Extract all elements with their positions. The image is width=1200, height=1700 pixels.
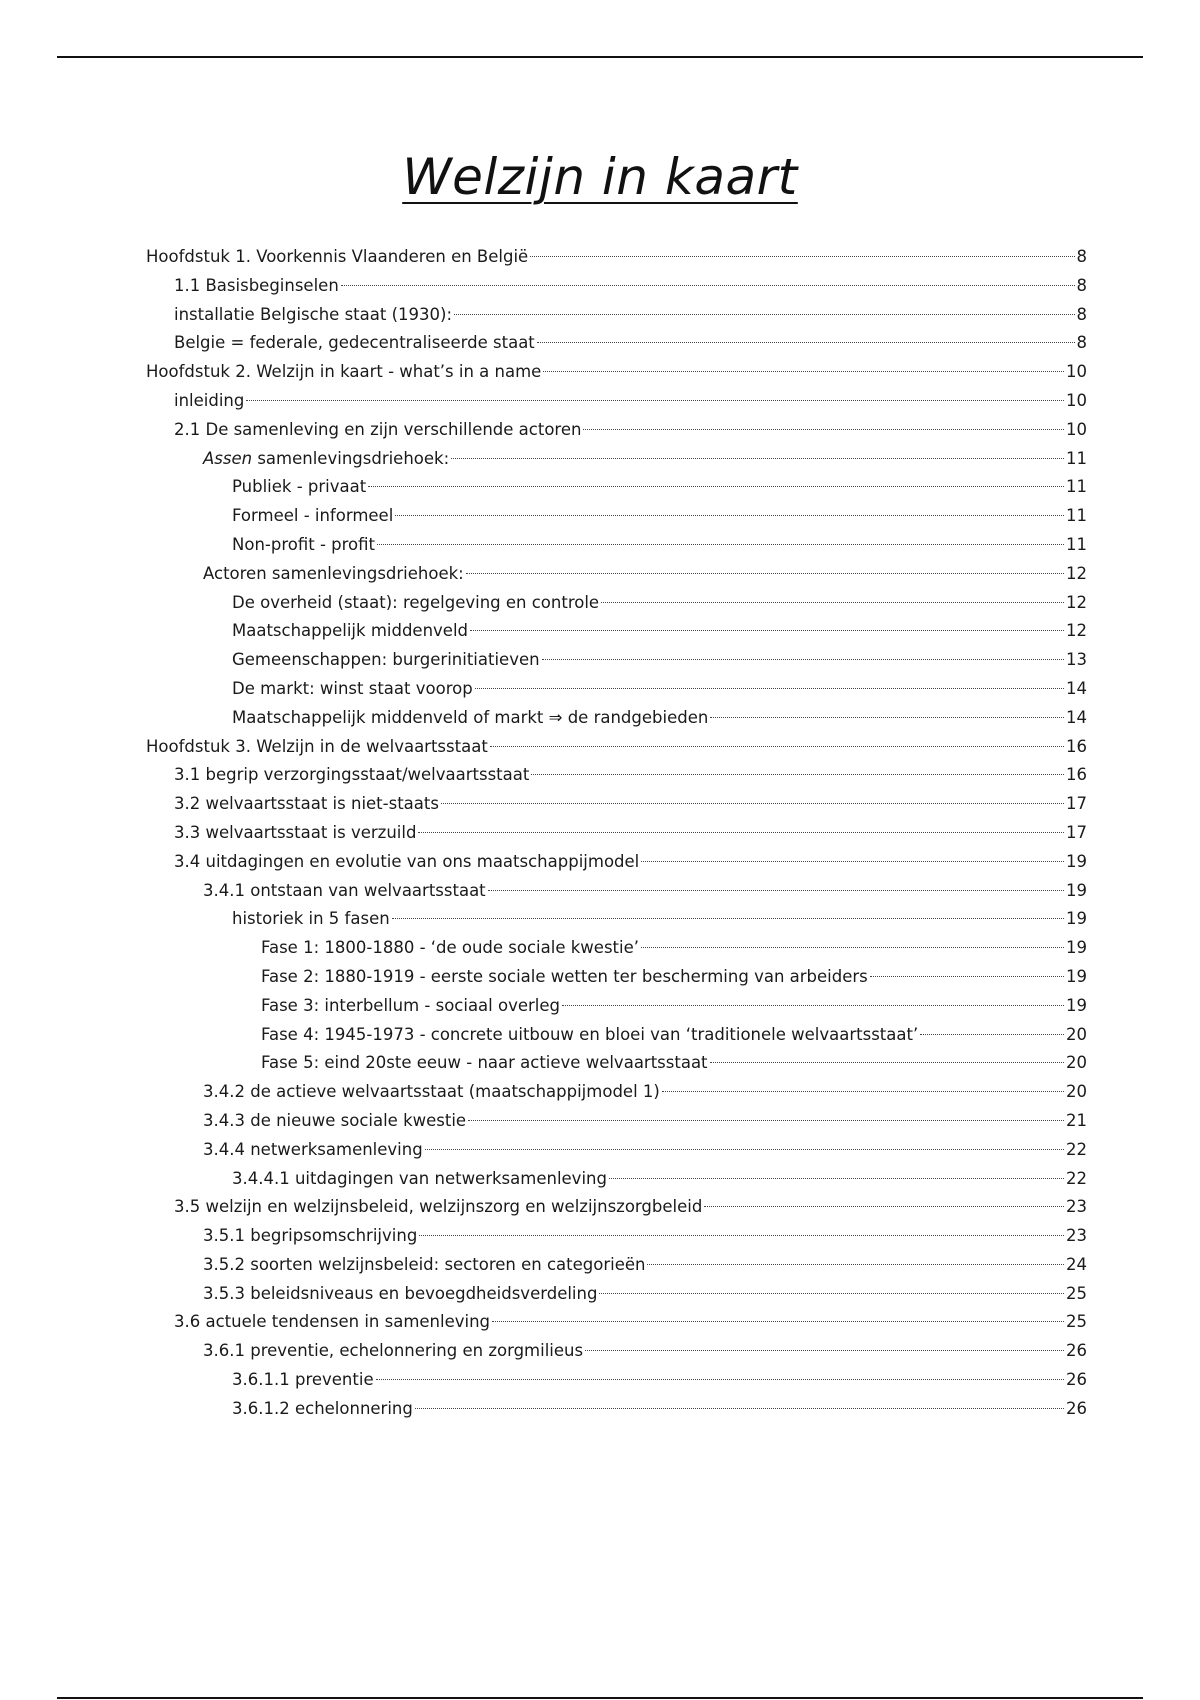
toc-entry[interactable] bbox=[146, 1021, 1087, 1050]
toc-entry[interactable] bbox=[146, 963, 1087, 992]
toc-entry-label: 3.1 begrip verzorgingsstaat/welvaartsstaat bbox=[174, 765, 530, 785]
toc-entry-page-number: 25 bbox=[1066, 1283, 1087, 1303]
dot-leader bbox=[418, 832, 1064, 833]
toc-entry-label: 3.6.1.1 preventie bbox=[232, 1370, 374, 1390]
dot-leader bbox=[585, 1350, 1064, 1351]
toc-entry-label: 3.3 welvaartsstaat is verzuild bbox=[174, 822, 417, 842]
toc-entry-page-number: 20 bbox=[1066, 1082, 1087, 1102]
toc-entry-page-number: 17 bbox=[1066, 794, 1087, 814]
dot-leader bbox=[392, 918, 1064, 919]
dot-leader bbox=[468, 1120, 1064, 1121]
toc-entry-page-number: 17 bbox=[1066, 822, 1087, 842]
dot-leader bbox=[488, 890, 1064, 891]
toc-entry-page-number: 10 bbox=[1066, 419, 1087, 439]
toc-entry[interactable] bbox=[146, 358, 1087, 387]
toc-entry[interactable] bbox=[146, 301, 1087, 330]
toc-entry[interactable] bbox=[146, 877, 1087, 906]
toc-entry-label: Hoofdstuk 1. Voorkennis Vlaanderen en België bbox=[146, 247, 529, 266]
dot-leader bbox=[425, 1149, 1064, 1150]
toc-entry-label: 3.5.1 begripsomschrijving bbox=[203, 1226, 418, 1246]
toc-entry[interactable] bbox=[146, 387, 1087, 416]
dot-leader bbox=[609, 1178, 1064, 1179]
dot-leader bbox=[537, 342, 1075, 343]
toc-entry-page-number: 21 bbox=[1066, 1110, 1087, 1130]
toc-entry-label: Fase 1: 1800-1880 - ‘de oude sociale kwestie’ bbox=[261, 938, 639, 958]
toc-entry[interactable] bbox=[146, 992, 1087, 1021]
dot-leader bbox=[451, 458, 1064, 459]
toc-entry-label: Maatschappelijk middenveld bbox=[232, 621, 469, 641]
dot-leader bbox=[376, 1379, 1064, 1380]
dot-leader bbox=[542, 659, 1064, 660]
dot-leader bbox=[341, 285, 1075, 286]
toc-entry-label: Non-profit - profit bbox=[232, 534, 375, 554]
toc-entry-label: 3.4.2 de actieve welvaartsstaat (maatschappijmodel 1) bbox=[203, 1082, 660, 1102]
toc-entry-label: Fase 5: eind 20ste eeuw - naar actieve welvaartsstaat bbox=[261, 1053, 708, 1073]
toc-entry[interactable] bbox=[146, 329, 1087, 358]
dot-leader bbox=[599, 1293, 1064, 1294]
dot-leader bbox=[662, 1091, 1064, 1092]
toc-entry[interactable] bbox=[146, 1107, 1087, 1136]
toc-entry-label: Actoren samenlevingsdriehoek: bbox=[203, 563, 464, 583]
toc-entry-page-number: 26 bbox=[1066, 1398, 1087, 1418]
toc-entry-page-number: 14 bbox=[1066, 707, 1087, 727]
dot-leader bbox=[870, 976, 1064, 977]
dot-leader bbox=[466, 573, 1064, 574]
toc-entry-label: Formeel - informeel bbox=[232, 506, 394, 526]
toc-entry-page-number: 11 bbox=[1066, 506, 1087, 526]
toc-entry-label: 3.6.1.2 echelonnering bbox=[232, 1398, 413, 1418]
dot-leader bbox=[562, 1005, 1064, 1006]
toc-entry-page-number: 23 bbox=[1066, 1226, 1087, 1246]
dot-leader bbox=[641, 947, 1064, 948]
dot-leader bbox=[490, 746, 1064, 747]
toc-entry[interactable] bbox=[146, 445, 1087, 474]
document-title: Welzijn in kaart bbox=[402, 148, 798, 206]
toc-entry[interactable] bbox=[146, 848, 1087, 877]
dot-leader bbox=[415, 1408, 1064, 1409]
dot-leader bbox=[710, 717, 1064, 718]
toc-entry-page-number: 23 bbox=[1066, 1197, 1087, 1217]
toc-entry-label: inleiding bbox=[174, 390, 245, 410]
table-of-contents bbox=[146, 243, 1087, 1424]
toc-entry-page-number: 20 bbox=[1066, 1024, 1087, 1044]
toc-entry[interactable] bbox=[146, 704, 1087, 733]
toc-entry-page-number: 12 bbox=[1066, 621, 1087, 641]
toc-entry-label: 3.5.3 beleidsniveaus en bevoegdheidsverdeling bbox=[203, 1283, 598, 1303]
toc-entry-page-number: 10 bbox=[1066, 362, 1087, 382]
dot-leader bbox=[531, 774, 1064, 775]
toc-entry-label: De markt: winst staat voorop bbox=[232, 678, 473, 698]
toc-entry-label-emphasis: Assen bbox=[203, 448, 253, 468]
dot-leader bbox=[543, 371, 1064, 372]
toc-entry-page-number: 19 bbox=[1066, 880, 1087, 900]
dot-leader bbox=[441, 803, 1064, 804]
toc-entry[interactable] bbox=[146, 646, 1087, 675]
dot-leader bbox=[377, 544, 1064, 545]
toc-entry-label: 3.5.2 soorten welzijnsbeleid: sectoren en categorieën bbox=[203, 1254, 646, 1274]
toc-entry[interactable] bbox=[146, 1193, 1087, 1222]
toc-entry-page-number: 8 bbox=[1076, 333, 1087, 353]
toc-entry[interactable] bbox=[146, 819, 1087, 848]
toc-entry[interactable] bbox=[146, 1165, 1087, 1194]
footer-rule bbox=[57, 1697, 1143, 1699]
toc-entry-page-number: 19 bbox=[1066, 938, 1087, 958]
toc-entry-page-number: 20 bbox=[1066, 1053, 1087, 1073]
toc-entry-label: 3.4.3 de nieuwe sociale kwestie bbox=[203, 1110, 467, 1130]
toc-entry[interactable] bbox=[146, 934, 1087, 963]
toc-entry-page-number: 8 bbox=[1076, 275, 1087, 295]
toc-entry-label: Hoofdstuk 3. Welzijn in de welvaartsstaat bbox=[146, 736, 488, 756]
toc-entry[interactable] bbox=[146, 675, 1087, 704]
toc-entry-label: 2.1 De samenleving en zijn verschillende actoren bbox=[174, 419, 582, 439]
toc-entry[interactable] bbox=[146, 473, 1087, 502]
toc-entry-page-number: 26 bbox=[1066, 1370, 1087, 1390]
toc-entry-page-number: 26 bbox=[1066, 1341, 1087, 1361]
toc-entry-label: Maatschappelijk middenveld of markt ⇒ de randgebieden bbox=[232, 707, 709, 727]
toc-entry-page-number: 8 bbox=[1076, 304, 1087, 324]
dot-leader bbox=[647, 1264, 1064, 1265]
toc-entry-page-number: 11 bbox=[1066, 477, 1087, 497]
toc-entry[interactable] bbox=[146, 531, 1087, 560]
toc-entry-label: 3.5 welzijn en welzijnsbeleid, welzijnszorg en welzijnszorgbeleid bbox=[174, 1197, 703, 1217]
toc-entry-label: Fase 4: 1945-1973 - concrete uitbouw en bloei van ‘traditionele welvaartsstaat’ bbox=[261, 1024, 919, 1044]
toc-entry-page-number: 12 bbox=[1066, 592, 1087, 612]
toc-entry-label: Belgie = federale, gedecentraliseerde staat bbox=[174, 333, 535, 353]
dot-leader bbox=[704, 1206, 1064, 1207]
toc-entry-page-number: 12 bbox=[1066, 563, 1087, 583]
dot-leader bbox=[583, 429, 1064, 430]
toc-entry[interactable] bbox=[146, 502, 1087, 531]
toc-entry-label: Fase 3: interbellum - sociaal overleg bbox=[261, 995, 560, 1015]
toc-entry[interactable] bbox=[146, 272, 1087, 301]
dot-leader bbox=[530, 256, 1074, 257]
toc-entry-page-number: 11 bbox=[1066, 534, 1087, 554]
toc-entry[interactable] bbox=[146, 1395, 1087, 1424]
toc-entry-label: 1.1 Basisbeginselen bbox=[174, 275, 339, 295]
toc-entry[interactable] bbox=[146, 1366, 1087, 1395]
dot-leader bbox=[368, 486, 1064, 487]
toc-entry-page-number: 19 bbox=[1066, 851, 1087, 871]
toc-entry-page-number: 13 bbox=[1066, 650, 1087, 670]
dot-leader bbox=[710, 1062, 1064, 1063]
toc-entry-page-number: 19 bbox=[1066, 995, 1087, 1015]
dot-leader bbox=[395, 515, 1064, 516]
toc-entry[interactable] bbox=[146, 761, 1087, 790]
dot-leader bbox=[920, 1034, 1064, 1035]
toc-entry-page-number: 11 bbox=[1066, 448, 1087, 468]
toc-entry-label: Fase 2: 1880-1919 - eerste sociale wetten ter bescherming van arbeiders bbox=[261, 966, 868, 986]
toc-entry[interactable] bbox=[146, 1251, 1087, 1280]
toc-entry-label: Hoofdstuk 2. Welzijn in kaart - what’s in a name bbox=[146, 362, 542, 382]
toc-entry-page-number: 16 bbox=[1066, 765, 1087, 785]
toc-entry[interactable] bbox=[146, 1078, 1087, 1107]
toc-entry-page-number: 25 bbox=[1066, 1312, 1087, 1332]
toc-entry-page-number: 19 bbox=[1066, 909, 1087, 929]
header-rule bbox=[57, 56, 1143, 58]
toc-entry-label: 3.6.1 preventie, echelonnering en zorgmilieus bbox=[203, 1341, 584, 1361]
toc-entry[interactable] bbox=[146, 1222, 1087, 1251]
toc-entry[interactable] bbox=[146, 589, 1087, 618]
dot-leader bbox=[419, 1235, 1064, 1236]
toc-entry[interactable] bbox=[146, 1337, 1087, 1366]
toc-entry-label: 3.4.4.1 uitdagingen van netwerksamenleving bbox=[232, 1168, 607, 1188]
dot-leader bbox=[454, 314, 1074, 315]
dot-leader bbox=[470, 630, 1064, 631]
toc-entry[interactable] bbox=[146, 243, 1087, 272]
dot-leader bbox=[601, 602, 1064, 603]
toc-entry-label bbox=[203, 445, 449, 474]
toc-entry-page-number: 14 bbox=[1066, 678, 1087, 698]
toc-entry-page-number: 10 bbox=[1066, 390, 1087, 410]
dot-leader bbox=[641, 861, 1064, 862]
toc-entry-label: 3.4.4 netwerksamenleving bbox=[203, 1139, 423, 1159]
toc-entry-label: 3.4.1 ontstaan van welvaartsstaat bbox=[203, 880, 486, 900]
toc-entry[interactable] bbox=[146, 1136, 1087, 1165]
toc-entry-label: installatie Belgische staat (1930): bbox=[174, 304, 453, 324]
dot-leader bbox=[492, 1321, 1064, 1322]
toc-entry-label: 3.4 uitdagingen en evolutie van ons maatschappijmodel bbox=[174, 851, 640, 871]
toc-entry-label: 3.2 welvaartsstaat is niet-staats bbox=[174, 794, 439, 814]
toc-entry[interactable] bbox=[146, 790, 1087, 819]
toc-entry-label: 3.6 actuele tendensen in samenleving bbox=[174, 1312, 491, 1332]
toc-entry-page-number: 19 bbox=[1066, 966, 1087, 986]
dot-leader bbox=[246, 400, 1064, 401]
toc-entry[interactable] bbox=[146, 560, 1087, 589]
toc-entry-page-number: 24 bbox=[1066, 1254, 1087, 1274]
toc-entry-page-number: 16 bbox=[1066, 736, 1087, 756]
toc-entry[interactable] bbox=[146, 733, 1087, 762]
toc-entry[interactable] bbox=[146, 905, 1087, 934]
toc-entry[interactable] bbox=[146, 1308, 1087, 1337]
toc-entry[interactable] bbox=[146, 617, 1087, 646]
toc-entry-label: historiek in 5 fasen bbox=[232, 909, 390, 929]
toc-entry-page-number: 8 bbox=[1076, 247, 1087, 266]
dot-leader bbox=[475, 688, 1064, 689]
toc-entry-page-number: 22 bbox=[1066, 1168, 1087, 1188]
toc-entry[interactable] bbox=[146, 416, 1087, 445]
toc-entry-page-number: 22 bbox=[1066, 1139, 1087, 1159]
toc-entry-label: Publiek - privaat bbox=[232, 477, 367, 497]
toc-entry[interactable] bbox=[146, 1280, 1087, 1309]
toc-entry-label: De overheid (staat): regelgeving en controle bbox=[232, 592, 600, 612]
toc-entry[interactable] bbox=[146, 1049, 1087, 1078]
toc-entry-label-rest: samenlevingsdriehoek: bbox=[252, 448, 450, 468]
toc-entry-label: Gemeenschappen: burgerinitiatieven bbox=[232, 650, 540, 670]
